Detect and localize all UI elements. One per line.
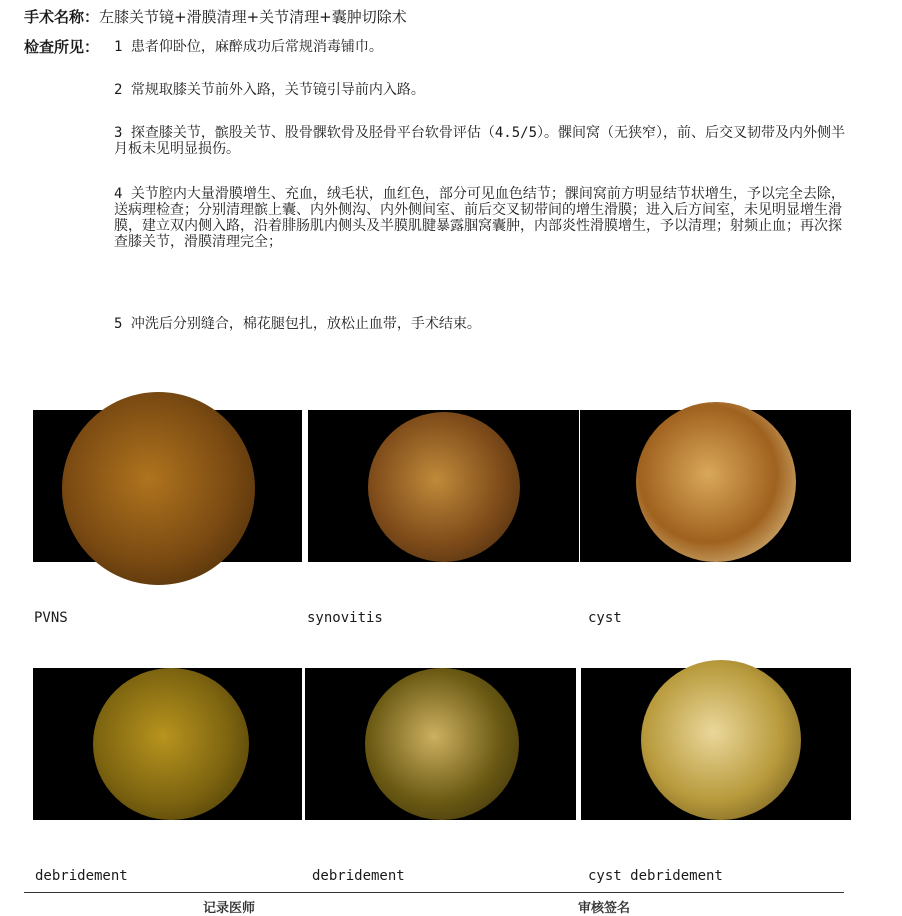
scope-view xyxy=(62,392,255,585)
finding-item-4: 4 关节腔内大量滑膜增生、充血，绒毛状，血红色，部分可见血色结节；髁间窝前方明显结节状增生，予以完全去除，送病理检查；分别清理髌上囊、内外侧沟、内外侧间室、前后交叉韧带间的增生滑膜；进入后方间室，未见明显增生滑膜，建立双内侧入路，沿着腓肠肌内侧头及半膜肌腱暴露腘窝囊肿，内部炎性滑膜增生，予以清理；射频止血；再次探查膝关节，滑膜清理完全； xyxy=(114,186,845,250)
image-caption-6: cyst debridement xyxy=(588,868,723,884)
findings-label-row xyxy=(24,38,99,56)
footer-recorder-label: 记录医师 xyxy=(203,901,256,916)
finding-item-1: 1 患者仰卧位，麻醉成功后常规消毒铺巾。 xyxy=(114,39,383,55)
footer-reviewer-label: 审核签名 xyxy=(578,901,631,916)
scope-view xyxy=(368,412,520,562)
surgery-name-label: 手术名称： xyxy=(24,8,100,26)
scope-view xyxy=(93,668,249,820)
finding-item-5: 5 冲洗后分别缝合，棉花腿包扎，放松止血带，手术结束。 xyxy=(114,316,481,332)
footer-divider xyxy=(24,892,844,893)
image-caption-1: PVNS xyxy=(34,610,68,626)
surgery-name-row xyxy=(24,8,407,26)
arthroscopy-image-1 xyxy=(33,410,302,562)
arthroscopy-image-6 xyxy=(581,668,851,820)
arthroscopy-image-2 xyxy=(308,410,579,562)
image-caption-2: synovitis xyxy=(307,610,383,626)
surgery-name-value: 左膝关节镜+滑膜清理+关节清理+囊肿切除术 xyxy=(99,8,407,26)
scope-view xyxy=(641,660,801,820)
arthroscopy-image-4 xyxy=(33,668,302,820)
scope-view xyxy=(365,668,519,820)
findings-label: 检查所见： xyxy=(24,38,100,56)
scope-view xyxy=(636,402,796,562)
finding-item-2: 2 常规取膝关节前外入路，关节镜引导前内入路。 xyxy=(114,82,425,98)
image-caption-5: debridement xyxy=(312,868,405,884)
image-caption-3: cyst xyxy=(588,610,622,626)
finding-item-3: 3 探查膝关节，髌股关节、股骨髁软骨及胫骨平台软骨评估（4.5/5）。髁间窝（无狭窄），前、后交叉韧带及内外侧半月板未见明显损伤。 xyxy=(114,125,845,157)
image-caption-4: debridement xyxy=(35,868,128,884)
arthroscopy-image-3 xyxy=(580,410,851,562)
arthroscopy-image-5 xyxy=(305,668,576,820)
